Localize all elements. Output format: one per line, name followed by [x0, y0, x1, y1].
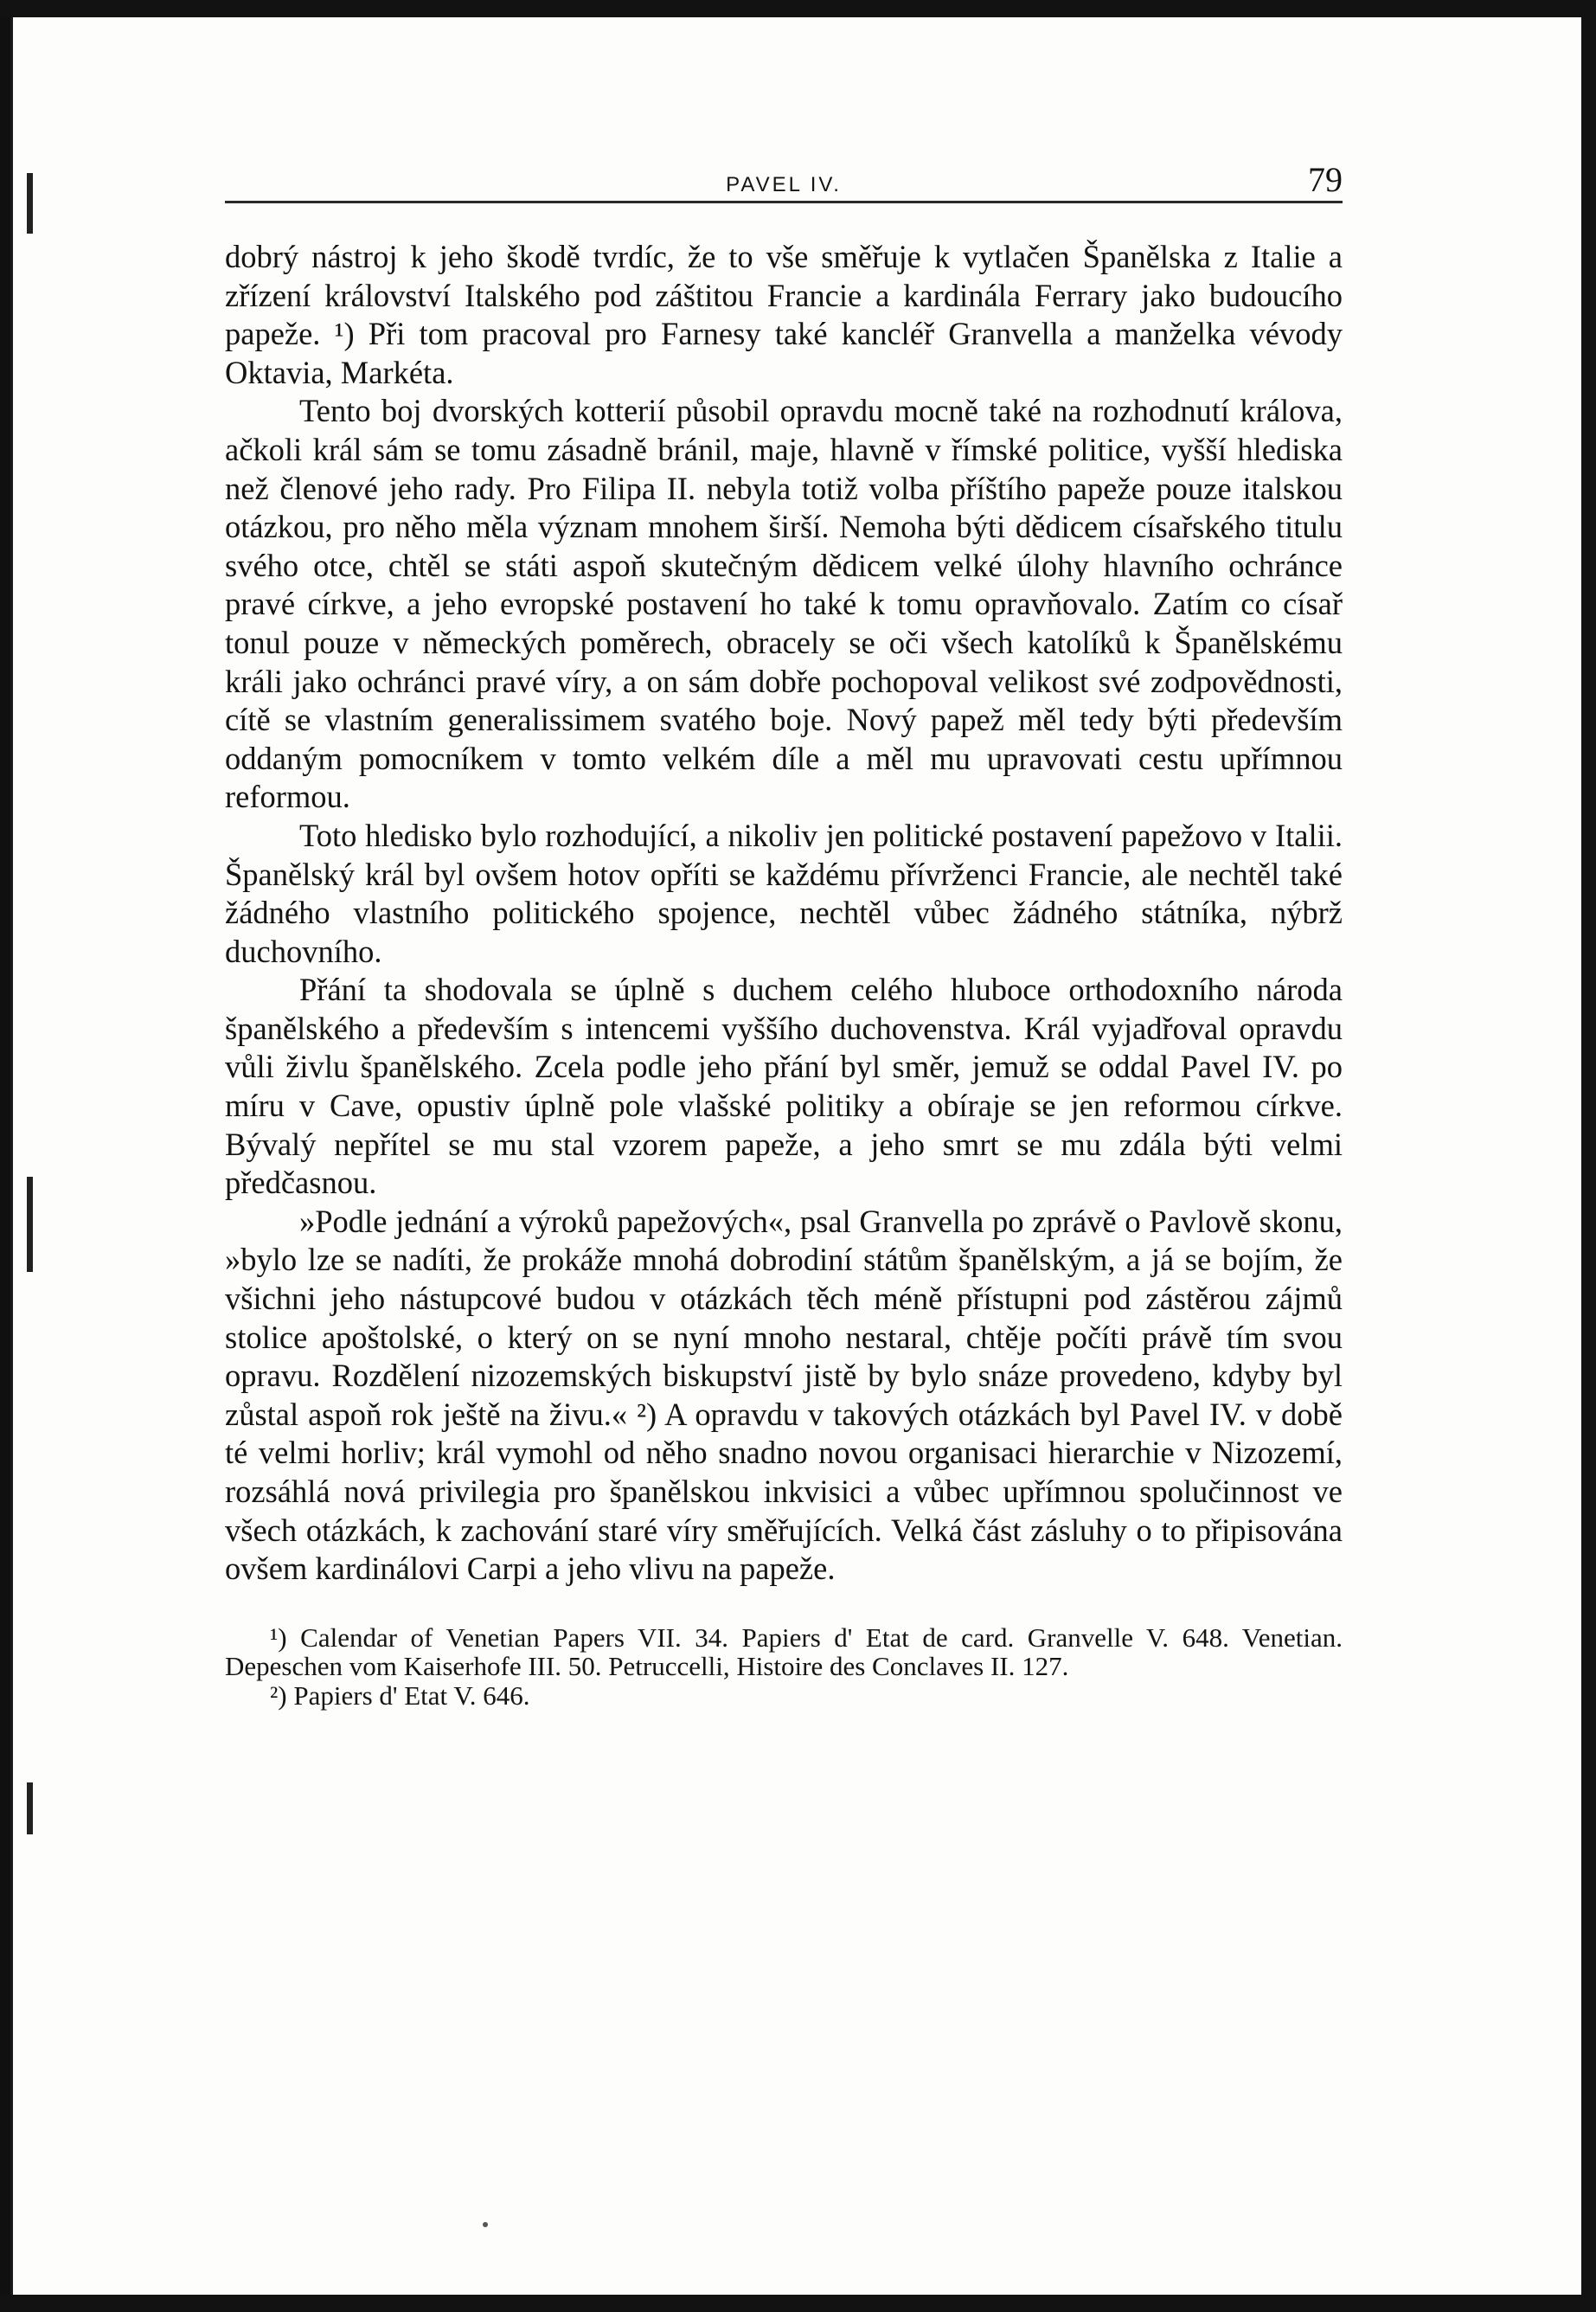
- binding-mark: [27, 173, 33, 234]
- binding-mark: [27, 1177, 33, 1272]
- paragraph: »Podle jednání a výroků papežových«, psal Granvella po zprávě o Pavlově skonu, »bylo lze se nadíti, že prokáže mnohá dobrodiní státům španělským, a já se bojím, že všichni jeho nástupcové budou v otázkách těch méně přístupni pod zástěrou zájmů stolice apoštolské, o který on se nyní mnoho nestaral, chtěje počíti právě tím svou opravu. Rozdělení nizozemských biskupství jistě by bylo snáze provedeno, kdyby byl zůstal aspoň rok ještě na živu.« ²) A opravdu v takových otázkách byl Pavel IV. v době té velmi horliv; král vymohl od něho snadno novou organisaci hierarchie v Nizozemí, rozsáhlá nová privilegia pro španělskou inkvisici a vůbec upřímnou spolučinnost ve všech otázkách, k zachování staré víry směřujících. Velká část zásluhy o to připisována ovšem kardinálovi Carpi a jeho vlivu na papeže.: [225, 1203, 1343, 1587]
- paragraph: dobrý nástroj k jeho škodě tvrdíc, že to vše směřuje k vytlačen Španělska z Italie a zřízení království Italského pod záštitou Francie a kardinála Ferrary jako budoucího papeže. ¹) Při tom pracoval pro Farnesy také kancléř Granvella a manželka vévody Oktavia, Markéta.: [225, 239, 1343, 390]
- paper-speck: [483, 2222, 488, 2227]
- body-text: [225, 238, 1343, 1589]
- scan-border-top: [0, 0, 1596, 17]
- scan-border-bottom: [0, 2295, 1596, 2312]
- book-page: [10, 17, 1581, 2295]
- paragraph: Přání ta shodovala se úplně s duchem celého hluboce orthodoxního národa španělského a především s intencemi vyššího duchovenstva. Král vyjadřoval opravdu vůli živlu španělského. Zcela podle jeho přání byl směr, jemuž se oddal Pavel IV. po míru v Cave, opustiv úplně pole vlašské politiky a obíraje se jen reformou církve. Bývalý nepřítel se mu stal vzorem papeže, a jeho smrt se mu zdála býti velmi předčasnou.: [225, 972, 1343, 1201]
- footnote: ²) Papiers d' Etat V. 646.: [270, 1679, 530, 1711]
- paragraph: Toto hledisko bylo rozhodující, a nikoliv jen politické postavení papežovo v Italii. Španělský král byl ovšem hotov opříti se každému přívrženci Francie, ale nechtěl také žádného vlastního politického spojence, nechtěl vůbec žádného státníka, nýbrž duchovního.: [225, 817, 1343, 969]
- page-content: [225, 147, 1343, 1710]
- footnote: ¹) Calendar of Venetian Papers VII. 34. Papiers d' Etat de card. Granvelle V. 648. Venetian. Depeschen vom Kaiserhofe III. 50. Petruccelli, Histoire des Conclaves II. 127.: [225, 1622, 1343, 1682]
- paragraph: Tento boj dvorských kotterií působil opravdu mocně také na rozhodnutí králova, ačkoli král sám se tomu zásadně bránil, maje, hlavně v římské politice, vyšší hlediska než členové jeho rady. Pro Filipa II. nebyla totiž volba příštího papeže pouze italskou otázkou, pro něho měla význam mnohem širší. Nemoha býti dědicem císařského titulu svého otce, chtěl se státi aspoň skutečným dědicem velké úlohy hlavního ochránce pravé církve, a jeho evropské postavení ho také k tomu opravňovalo. Zatím co císař tonul pouze v německých poměrech, obracely se oči všech katolíků k Španělskému králi jako ochránci pravé víry, a on sám dobře pochopoval velikost své zodpovědnosti, cítě se vlastním generalissimem svatého boje. Nový papež měl tedy býti především oddaným pomocníkem v tomto velkém díle a měl mu upravovati cestu upřímnou reformou.: [225, 393, 1343, 815]
- scan-border-right: [1579, 0, 1596, 2312]
- running-header: [225, 147, 1343, 203]
- page-number: 79: [1308, 160, 1343, 199]
- binding-mark: [27, 1782, 33, 1834]
- footnotes: [225, 1623, 1343, 1711]
- running-title: PAVEL IV.: [726, 173, 842, 196]
